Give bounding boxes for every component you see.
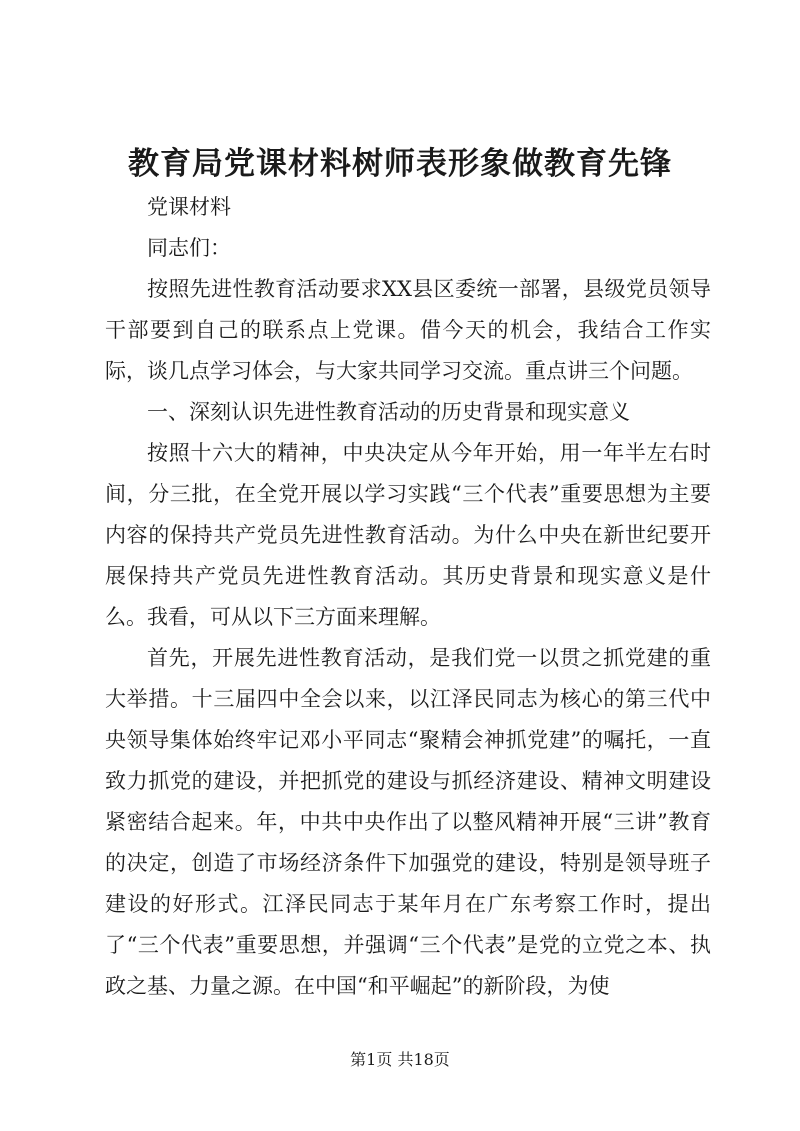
document-title: 教育局党课材料树师表形象做教育先锋 <box>128 146 672 182</box>
section-heading: 一、深刻认识先进性教育活动的历史背景和现实意义 <box>147 400 630 424</box>
document-body <box>105 187 711 1007</box>
paragraph-greeting: 同志们： <box>147 236 231 260</box>
page-number-footer: 第1页 共18页 <box>350 1050 450 1069</box>
paragraph-intro: 按照先进性教育活动要求XX县区委统一部署，县级党员领导干部要到自己的联系点上党课。借今天的机会，我结合工作实际，谈几点学习体会，与大家共同学习交流。重点讲三个问题。 <box>105 277 711 383</box>
paragraph-background: 按照十六大的精神，中央决定从今年开始，用一年半左右时间，分三批，在全党开展以学习实践“三个代表”重要思想为主要内容的保持共产党员先进性教育活动。为什么中央在新世纪要开展保持共产党员先进性教育活动。其历史背景和现实意义是什么。我看，可从以下三方面来理解。 <box>105 441 711 629</box>
paragraph-subtitle: 党课材料 <box>147 195 231 219</box>
paragraph-first-point: 首先，开展先进性教育活动，是我们党一以贯之抓党建的重大举措。十三届四中全会以来，以江泽民同志为核心的第三代中央领导集体始终牢记邓小平同志“聚精会神抓党建”的嘱托，一直致力抓党的建设，并把抓党的建设与抓经济建设、精神文明建设紧密结合起来。年，中共中央作出了以整风精神开展“三讲”教育的决定，创造了市场经济条件下加强党的建设，特别是领导班子建设的好形式。江泽民同志于某年月在广东考察工作时，提出了“三个代表”重要思想，并强调“三个代表”是党的立党之本、执政之基、力量之源。在中国“和平崛起”的新阶段，为使 <box>105 646 711 998</box>
